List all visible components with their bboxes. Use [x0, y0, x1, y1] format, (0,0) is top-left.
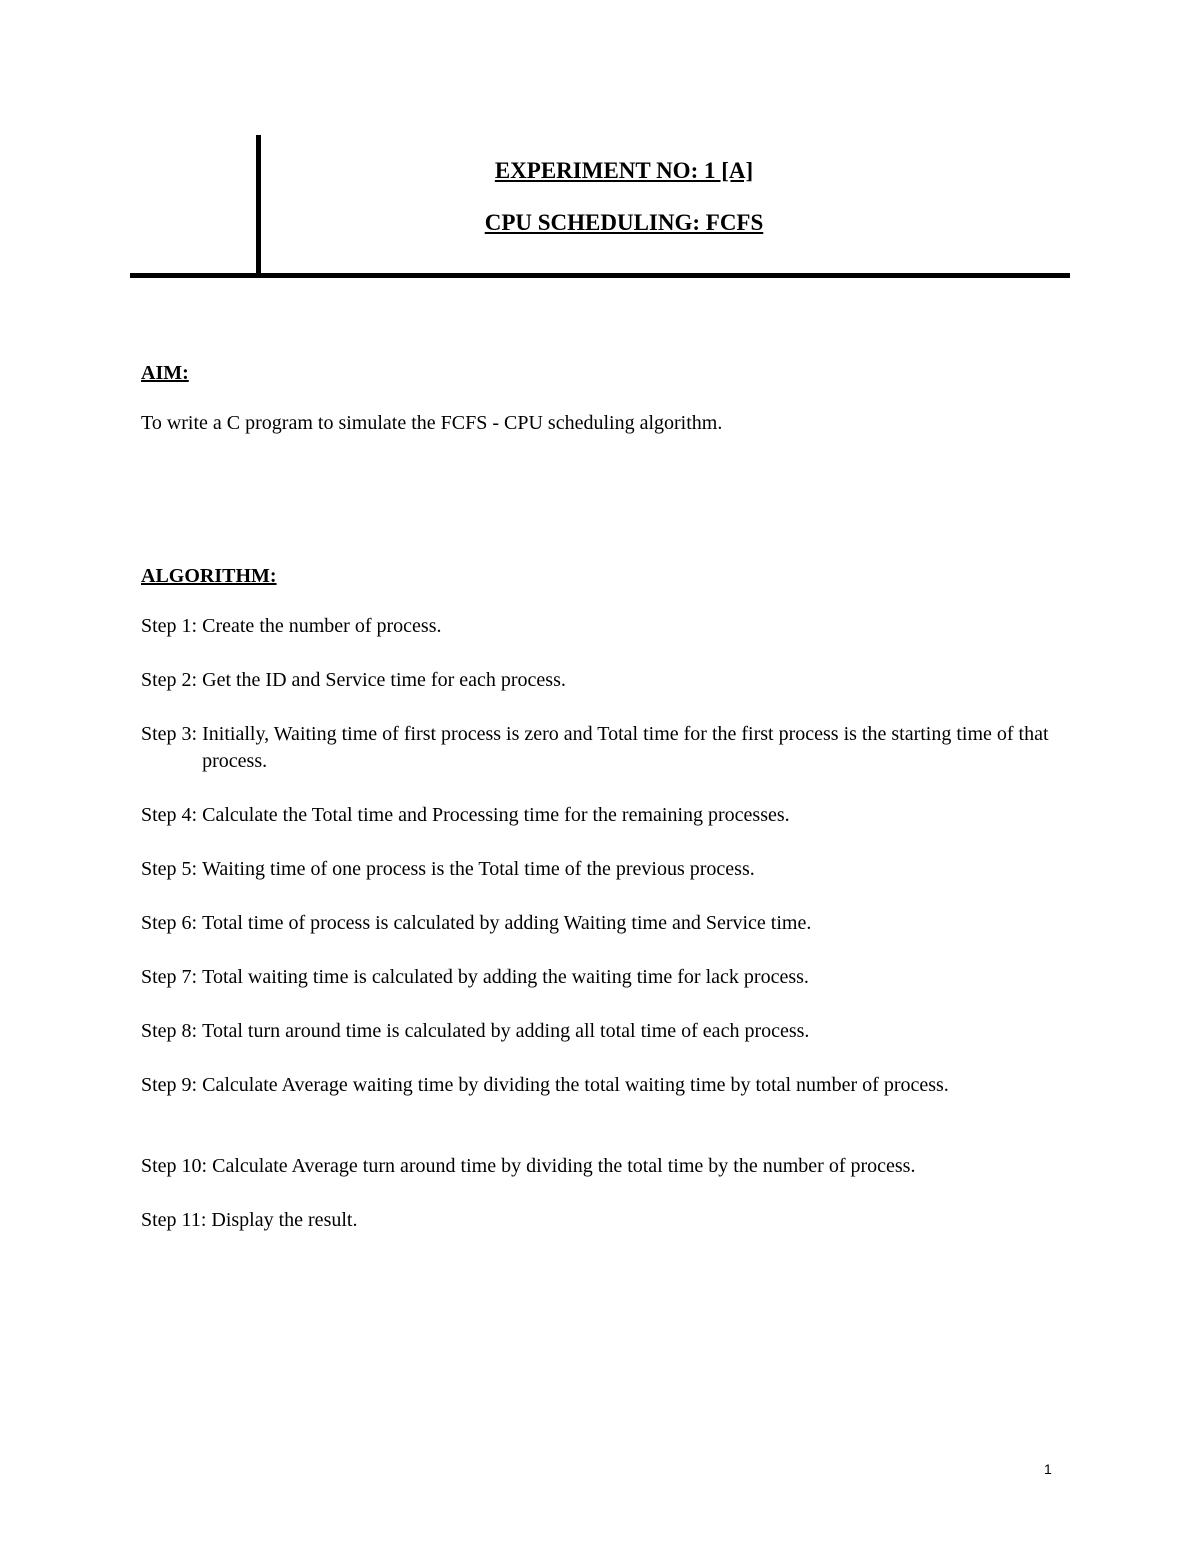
algorithm-step — [141, 721, 1081, 775]
step-text: Total waiting time is calculated by adding the waiting time for lack process. — [202, 966, 809, 988]
step-label: Step 1: — [141, 615, 203, 637]
step-text: Total time of process is calculated by adding Waiting time and Service time. — [202, 912, 812, 934]
step-text: Calculate Average waiting time by dividing the total waiting time by total number of process. — [202, 1074, 949, 1096]
step-label: Step 9: — [141, 1074, 203, 1096]
algorithm-step — [141, 802, 1081, 829]
step-label: Step 3: — [141, 723, 203, 745]
step-label: Step 6: — [141, 912, 203, 934]
page-number: 1 — [1044, 1461, 1052, 1477]
algorithm-step — [141, 1018, 1081, 1045]
step-text: Calculate Average turn around time by dividing the total time by the number of process. — [212, 1155, 916, 1177]
page-title: CPU SCHEDULING: FCFS — [484, 210, 764, 235]
algorithm-step — [141, 964, 1081, 991]
step-text: Display the result. — [211, 1209, 358, 1231]
header-vertical-rule — [256, 135, 261, 275]
step-text: Calculate the Total time and Processing time for the remaining processes. — [202, 804, 790, 826]
aim-text: To write a C program to simulate the FCFS - CPU scheduling algorithm. — [141, 412, 723, 434]
header-horizontal-rule — [130, 273, 1070, 278]
step-label: Step 8: — [141, 1020, 203, 1042]
step-label: Step 5: — [141, 858, 203, 880]
algorithm-step — [141, 613, 1081, 640]
step-text: Get the ID and Service time for each process. — [202, 669, 566, 691]
algorithm-step — [141, 856, 1081, 883]
algorithm-step — [141, 1207, 1081, 1234]
algorithm-step — [141, 910, 1081, 937]
algorithm-step — [141, 667, 1081, 694]
step-label: Step 4: — [141, 804, 203, 826]
algorithm-step — [141, 1072, 1081, 1099]
algorithm-heading: ALGORITHM: — [141, 565, 277, 587]
step-label: Step 2: — [141, 669, 203, 691]
algorithm-step — [141, 1153, 1081, 1180]
step-text: Total turn around time is calculated by adding all total time of each process. — [202, 1020, 810, 1042]
experiment-number: EXPERIMENT NO: 1 [A] — [494, 158, 754, 183]
step-label: Step 11: — [141, 1209, 212, 1231]
step-text: Create the number of process. — [202, 615, 442, 637]
step-text: Waiting time of one process is the Total time of the previous process. — [202, 858, 755, 880]
step-text: Initially, Waiting time of first process is zero and Total time for the first process is the starting time of that process. — [202, 723, 1049, 772]
step-label: Step 7: — [141, 966, 203, 988]
aim-heading: AIM: — [141, 362, 189, 384]
step-label: Step 10: — [141, 1155, 213, 1177]
